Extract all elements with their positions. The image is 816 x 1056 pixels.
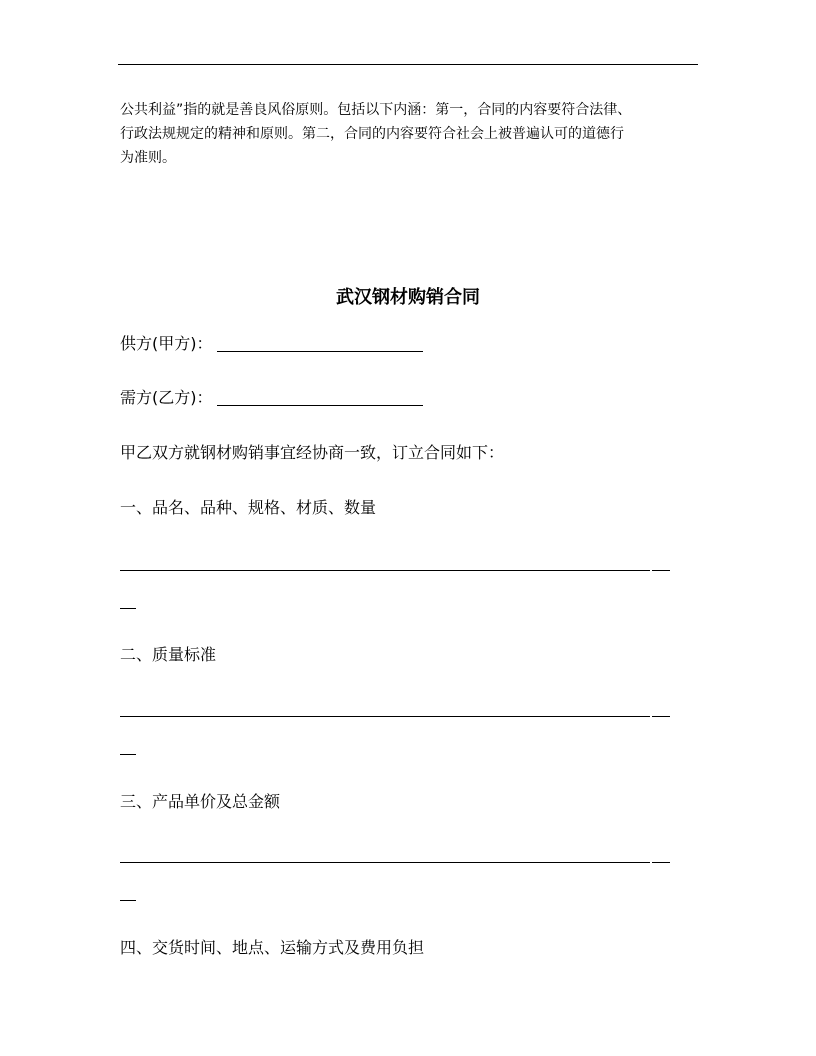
section-heading: 一、品名、品种、规格、材质、数量 [120,498,377,517]
fill-in-rule-continuation [120,754,136,755]
intro-paragraph [120,98,710,170]
fill-in-rule-continuation [120,900,136,901]
section-heading: 三、产品单价及总金额 [120,792,281,811]
section-heading: 二、质量标准 [120,645,217,664]
buyer-blank [217,405,423,406]
supplier-label: 供方(甲方)： [120,334,213,353]
section-heading: 四、交货时间、地点、运输方式及费用负担 [120,938,425,957]
intro-line: 为准则。 [120,150,176,166]
intro-line: 行政法规规定的精神和原则。第二，合同的内容要符合社会上被普遍认可的道德行 [120,126,624,142]
fill-in-rule-continuation [120,608,136,609]
intro-line: 公共利益”指的就是善良风俗原则。包括以下内涵：第一，合同的内容要符合法律、 [120,102,632,118]
header-rule [118,64,698,65]
fill-in-rule [120,570,650,571]
fill-in-rule [120,862,650,863]
fill-in-rule-tail [652,862,670,863]
buyer-label: 需方(乙方)： [120,388,213,407]
fill-in-rule-tail [652,716,670,717]
supplier-field [120,332,423,356]
fill-in-rule-tail [652,570,670,571]
supplier-blank [217,351,423,352]
buyer-field [120,386,423,410]
fill-in-rule [120,716,650,717]
contract-title: 武汉钢材购销合同 [336,287,480,308]
contract-preamble: 甲乙双方就钢材购销事宜经协商一致，订立合同如下： [120,443,505,462]
